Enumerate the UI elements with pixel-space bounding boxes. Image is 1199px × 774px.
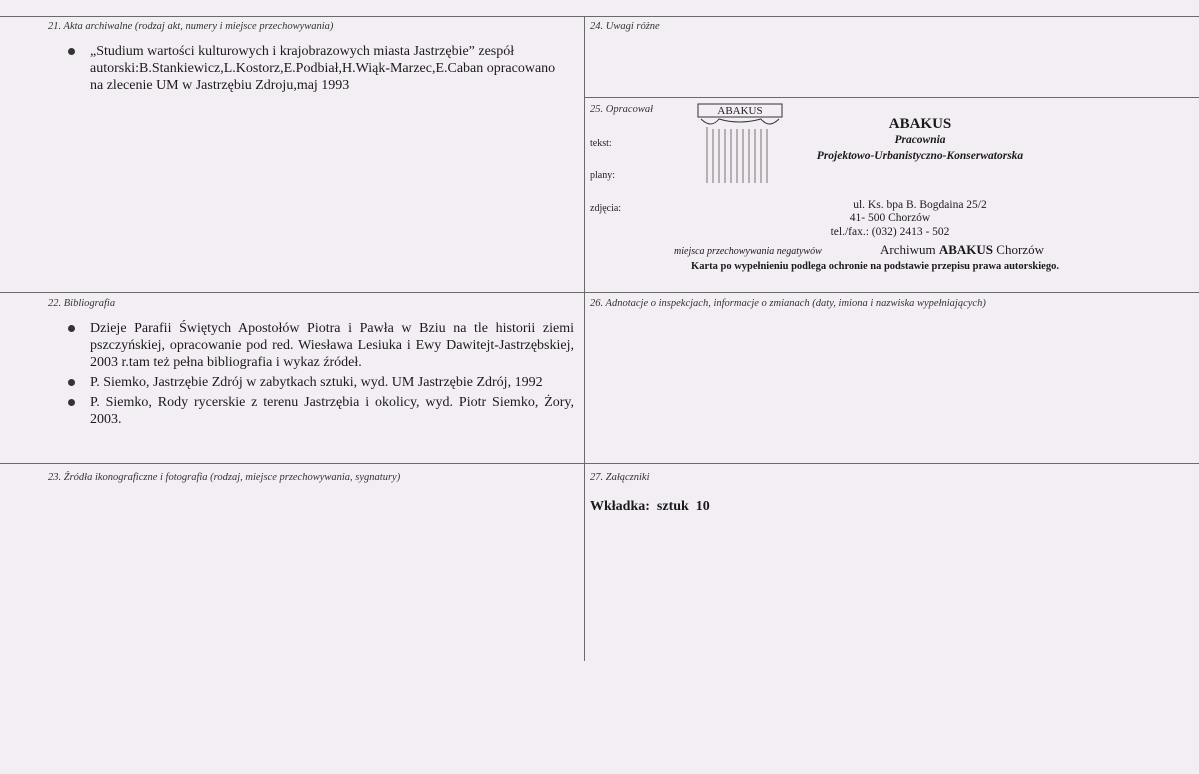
divider-row2-row3 <box>0 463 1199 464</box>
list-item: P. Siemko, Jastrzębie Zdrój w zabytkach sztuki, wyd. UM Jastrzębie Zdrój, 1992 <box>68 374 574 391</box>
company-subtitle-2: Projektowo-Urbanistyczno-Konserwatorska <box>816 150 1024 162</box>
section-22-list <box>68 320 574 431</box>
negatives-label: miejsca przechowywania negatywów <box>674 246 822 257</box>
attachment-count: Wkładka: sztuk 10 <box>590 499 710 514</box>
section-25-label: 25. Opracował <box>590 104 653 115</box>
divider-24-25 <box>585 97 1199 98</box>
company-name: ABAKUS <box>888 116 952 132</box>
list-item: „Studium wartości kulturowych i krajobrazowych miasta Jastrzębie” zespół autorski:B.Stankiewicz,L.Kostorz,E.Podbiał,H.Wiąk-Marzec,E.Caban opracowano na zlecenie UM w Jastrzębiu Zdroju,maj 1993 <box>68 43 568 94</box>
archive-text <box>880 242 1044 258</box>
copyright-note: Karta po wypełnieniu podlega ochronie na podstawie przepisu prawa autorskiego. <box>691 261 1059 272</box>
section-22-label: 22. Bibliografia <box>48 298 116 309</box>
section-26-label: 26. Adnotacje o inspekcjach, informacje o zmianach (daty, imiona i nazwiska wypełniających) <box>590 298 986 309</box>
abakus-logo <box>697 103 785 187</box>
list-item: Dzieje Parafii Świętych Apostołów Piotra i Pawła w Bziu na tle historii ziemi pszczyńskiej, opracowanie pod red. Wiesława Lesiuka i Ewy Dawitejt-Jastrzębskiej, 2003 r.tam też pełna bibliografia i wykaz źródeł. <box>68 320 574 371</box>
archive-city: Chorzów <box>993 242 1044 257</box>
list-item: P. Siemko, Rody rycerskie z terenu Jastrzębia i okolicy, wyd. Piotr Siemko, Żory, 2003. <box>68 394 574 428</box>
company-subtitle-1: Pracownia <box>894 134 946 146</box>
column-logo-icon <box>697 103 785 187</box>
archive-name: ABAKUS <box>938 242 994 257</box>
svg-text:ABAKUS: ABAKUS <box>717 105 763 117</box>
tekst-label: tekst: <box>590 138 612 149</box>
address-line-1: ul. Ks. bpa B. Bogdaina 25/2 <box>853 199 987 211</box>
zdjecia-label: zdjęcia: <box>590 203 622 214</box>
address-line-3: tel./fax.: (032) 2413 - 502 <box>830 226 950 238</box>
section-27-label: 27. Załączniki <box>590 472 650 483</box>
archive-prefix: Archiwum <box>880 242 939 257</box>
plany-label: plany: <box>590 170 615 181</box>
top-border <box>0 16 1199 17</box>
section-21-list <box>68 43 568 97</box>
section-23-label: 23. Źródła ikonograficzne i fotografia (rodzaj, miejsce przechowywania, sygnatury) <box>48 472 401 483</box>
center-divider <box>584 16 585 661</box>
address-line-2: 41- 500 Chorzów <box>849 212 931 224</box>
section-24-label: 24. Uwagi różne <box>590 21 660 32</box>
divider-row1-row2 <box>0 292 1199 293</box>
section-21-label: 21. Akta archiwalne (rodzaj akt, numery i miejsce przechowywania) <box>48 21 334 32</box>
